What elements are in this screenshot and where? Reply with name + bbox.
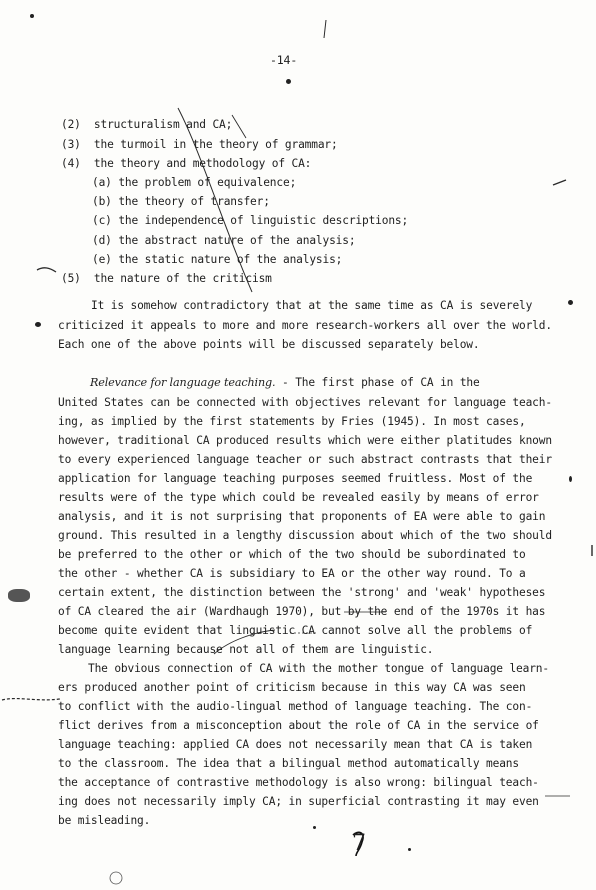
text-line: of CA cleared the air (Wardhaugh 1970), but by the end of the 1970s it has bbox=[58, 605, 546, 618]
text-line: language teaching: applied CA does not necessarily mean that CA is taken bbox=[58, 738, 533, 751]
speck bbox=[30, 14, 34, 18]
text-line: flict derives from a misconception about the role of CA in the service of bbox=[58, 719, 539, 732]
text-line: to conflict with the audio-lingual method of language teaching. The con- bbox=[58, 700, 533, 713]
list-item: (4) the theory and methodology of CA: bbox=[61, 157, 312, 170]
list-item: (e) the static nature of the analysis; bbox=[92, 253, 343, 266]
text-line: to the classroom. The idea that a bilingual method automatically means bbox=[58, 757, 519, 770]
list-item: (b) the theory of transfer; bbox=[92, 195, 270, 208]
text-line: however, traditional CA produced results which were either platitudes known bbox=[58, 434, 552, 447]
text-line: ing, as implied by the first statements by Fries (1945). In most cases, bbox=[58, 415, 526, 428]
text-line: be preferred to the other or which of the two should be subordinated to bbox=[58, 548, 526, 561]
speck bbox=[286, 79, 291, 84]
text-line: Each one of the above points will be discussed separately below. bbox=[58, 338, 480, 351]
pen-stroke-short bbox=[232, 115, 246, 138]
text-line: ground. This resulted in a lengthy discussion about which of the two should bbox=[58, 529, 552, 542]
section-heading: Relevance for language teaching. bbox=[90, 376, 276, 389]
bottom-ring bbox=[110, 872, 122, 884]
text-line: It is somehow contradictory that at the same time as CA is severely bbox=[91, 299, 533, 312]
text-line: certain extent, the distinction between the 'strong' and 'weak' hypotheses bbox=[58, 586, 546, 599]
list-item: (3) the turmoil in the theory of grammar; bbox=[61, 138, 338, 151]
list-item: (a) the problem of equivalence; bbox=[92, 176, 297, 189]
speck bbox=[313, 826, 316, 829]
text-line: results were of the type which could be revealed easily by means of error bbox=[58, 491, 539, 504]
speck bbox=[408, 848, 411, 851]
page-number: -14- bbox=[270, 53, 298, 67]
text-line: application for language teaching purposes seemed fruitless. Most of the bbox=[58, 472, 533, 485]
text-line: criticized it appeals to more and more research-workers all over the world. bbox=[58, 319, 552, 332]
text-line: language learning because not all of them are linguistic. bbox=[58, 643, 434, 656]
text-line: The obvious connection of CA with the mother tongue of language learn- bbox=[88, 662, 549, 675]
list-item: (5) the nature of the criticism bbox=[61, 272, 272, 285]
right-mark bbox=[553, 180, 566, 185]
margin-mark-left bbox=[37, 268, 56, 272]
top-tick bbox=[324, 20, 326, 38]
speck bbox=[569, 476, 572, 482]
smudge bbox=[8, 589, 30, 602]
text-line: ers produced another point of criticism because in this way CA was seen bbox=[58, 681, 526, 694]
text-line: the acceptance of contrastive methodology is also wrong: bilingual teach- bbox=[58, 776, 539, 789]
speck bbox=[568, 300, 573, 305]
margin-scribble bbox=[2, 699, 60, 700]
text-line: be misleading. bbox=[58, 814, 151, 827]
list-item: (d) the abstract nature of the analysis; bbox=[92, 234, 356, 247]
speck bbox=[35, 322, 41, 327]
text-line: the other - whether CA is subsidiary to EA or the other way round. To a bbox=[58, 567, 526, 580]
text-line: analysis, and it is not surprising that proponents of EA were able to gain bbox=[58, 510, 546, 523]
footer-mark: 7 bbox=[352, 831, 366, 856]
text-line: ing does not necessarily imply CA; in superficial contrasting it may even bbox=[58, 795, 539, 808]
list-item: (c) the independence of linguistic descriptions; bbox=[92, 214, 409, 227]
text-line: United States can be connected with objectives relevant for language teach- bbox=[58, 396, 552, 409]
text-line: Relevance for language teaching. - The first phase of CA in the bbox=[90, 376, 480, 389]
text-line: become quite evident that linguistic CA cannot solve all the problems of bbox=[58, 624, 533, 637]
text-line: to every experienced language teacher or such abstract contrasts that their bbox=[58, 453, 552, 466]
list-item: (2) structuralism and CA; bbox=[61, 118, 233, 131]
